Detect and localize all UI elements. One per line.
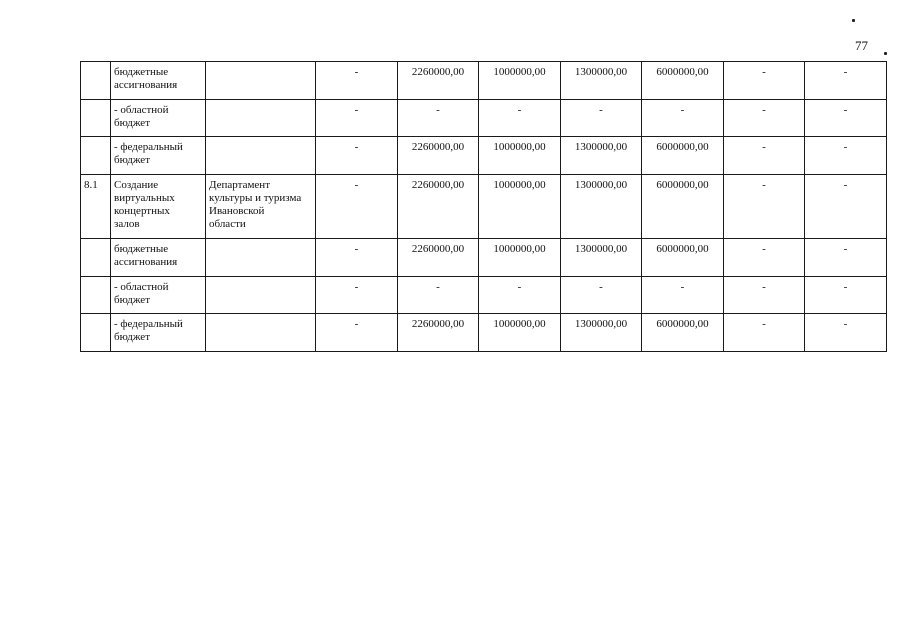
amount-cell: - xyxy=(805,277,887,314)
amount-cell: - xyxy=(479,277,561,314)
amount-cell: 1000000,00 xyxy=(479,62,561,100)
activity-name-line: - областной xyxy=(114,104,169,116)
executor-cell xyxy=(206,239,316,277)
activity-name-cell xyxy=(111,175,206,239)
amount-cell: 1000000,00 xyxy=(479,175,561,239)
activity-name-line: - федеральный xyxy=(114,318,183,330)
amount-cell: 2260000,00 xyxy=(398,137,479,175)
amount-cell: 6000000,00 xyxy=(642,239,724,277)
activity-name-line: - федеральный xyxy=(114,141,183,153)
activity-name-cell xyxy=(111,62,206,100)
amount-cell: 1000000,00 xyxy=(479,239,561,277)
amount-cell: - xyxy=(316,314,398,352)
executor-line: Департамент xyxy=(209,179,271,191)
row-number-cell xyxy=(81,314,111,352)
activity-name-line: бюджетные xyxy=(114,66,169,78)
amount-cell: - xyxy=(724,239,805,277)
amount-cell: - xyxy=(805,239,887,277)
executor-cell xyxy=(206,314,316,352)
amount-cell: - xyxy=(316,100,398,137)
row-number-cell xyxy=(81,239,111,277)
amount-cell: 1300000,00 xyxy=(561,62,642,100)
activity-name-line: - областной xyxy=(114,281,169,293)
activity-name-line: бюджет xyxy=(114,331,150,343)
row-number-cell xyxy=(81,62,111,100)
amount-cell: 2260000,00 xyxy=(398,239,479,277)
executor-line: культуры и туризма xyxy=(209,192,302,204)
amount-cell: - xyxy=(724,100,805,137)
row-number-cell xyxy=(81,100,111,137)
amount-cell: - xyxy=(561,277,642,314)
executor-cell xyxy=(206,62,316,100)
table-row xyxy=(81,100,887,137)
budget-table xyxy=(80,61,887,352)
amount-cell: 2260000,00 xyxy=(398,62,479,100)
amount-cell: 1300000,00 xyxy=(561,314,642,352)
amount-cell: 1000000,00 xyxy=(479,314,561,352)
amount-cell: - xyxy=(316,239,398,277)
amount-cell: - xyxy=(316,175,398,239)
executor-cell xyxy=(206,277,316,314)
amount-cell: 1300000,00 xyxy=(561,239,642,277)
table-row xyxy=(81,137,887,175)
amount-cell: - xyxy=(316,277,398,314)
amount-cell: 6000000,00 xyxy=(642,137,724,175)
amount-cell: - xyxy=(724,137,805,175)
table-row xyxy=(81,314,887,352)
row-number-cell xyxy=(81,137,111,175)
activity-name-line: бюджет xyxy=(114,154,150,166)
executor-cell xyxy=(206,137,316,175)
activity-name-line: виртуальных xyxy=(114,192,175,204)
scan-speck xyxy=(884,52,887,55)
amount-cell: - xyxy=(724,314,805,352)
table-row xyxy=(81,175,887,239)
activity-name-line: ассигнования xyxy=(114,256,178,268)
activity-name-line: Создание xyxy=(114,179,159,191)
amount-cell: - xyxy=(805,314,887,352)
executor-line: области xyxy=(209,218,246,230)
amount-cell: - xyxy=(642,277,724,314)
activity-name-cell xyxy=(111,277,206,314)
table-row xyxy=(81,62,887,100)
amount-cell: - xyxy=(398,277,479,314)
activity-name-cell xyxy=(111,314,206,352)
amount-cell: - xyxy=(805,100,887,137)
amount-cell: - xyxy=(805,137,887,175)
amount-cell: - xyxy=(561,100,642,137)
row-number-cell xyxy=(81,277,111,314)
amount-cell: - xyxy=(805,62,887,100)
activity-name-cell xyxy=(111,100,206,137)
page-number: 77 xyxy=(855,38,868,53)
activity-name-cell xyxy=(111,137,206,175)
activity-name-cell xyxy=(111,239,206,277)
amount-cell: 6000000,00 xyxy=(642,62,724,100)
executor-line: Ивановской xyxy=(209,205,265,217)
amount-cell: - xyxy=(724,175,805,239)
executor-cell xyxy=(206,175,316,239)
activity-name-line: залов xyxy=(114,218,140,230)
row-number-cell: 8.1 xyxy=(81,175,111,239)
scan-speck xyxy=(852,19,855,22)
amount-cell: - xyxy=(316,62,398,100)
amount-cell: - xyxy=(724,62,805,100)
activity-name-line: ассигнования xyxy=(114,79,178,91)
amount-cell: 2260000,00 xyxy=(398,175,479,239)
executor-cell xyxy=(206,100,316,137)
amount-cell: - xyxy=(724,277,805,314)
amount-cell: 2260000,00 xyxy=(398,314,479,352)
amount-cell: - xyxy=(398,100,479,137)
amount-cell: - xyxy=(642,100,724,137)
amount-cell: - xyxy=(316,137,398,175)
amount-cell: - xyxy=(479,100,561,137)
amount-cell: 6000000,00 xyxy=(642,175,724,239)
activity-name-line: бюджет xyxy=(114,117,150,129)
amount-cell: 1000000,00 xyxy=(479,137,561,175)
amount-cell: - xyxy=(805,175,887,239)
table-row xyxy=(81,277,887,314)
activity-name-line: бюджет xyxy=(114,294,150,306)
table-row xyxy=(81,239,887,277)
amount-cell: 6000000,00 xyxy=(642,314,724,352)
amount-cell: 1300000,00 xyxy=(561,175,642,239)
activity-name-line: бюджетные xyxy=(114,243,169,255)
activity-name-line: концертных xyxy=(114,205,170,217)
amount-cell: 1300000,00 xyxy=(561,137,642,175)
